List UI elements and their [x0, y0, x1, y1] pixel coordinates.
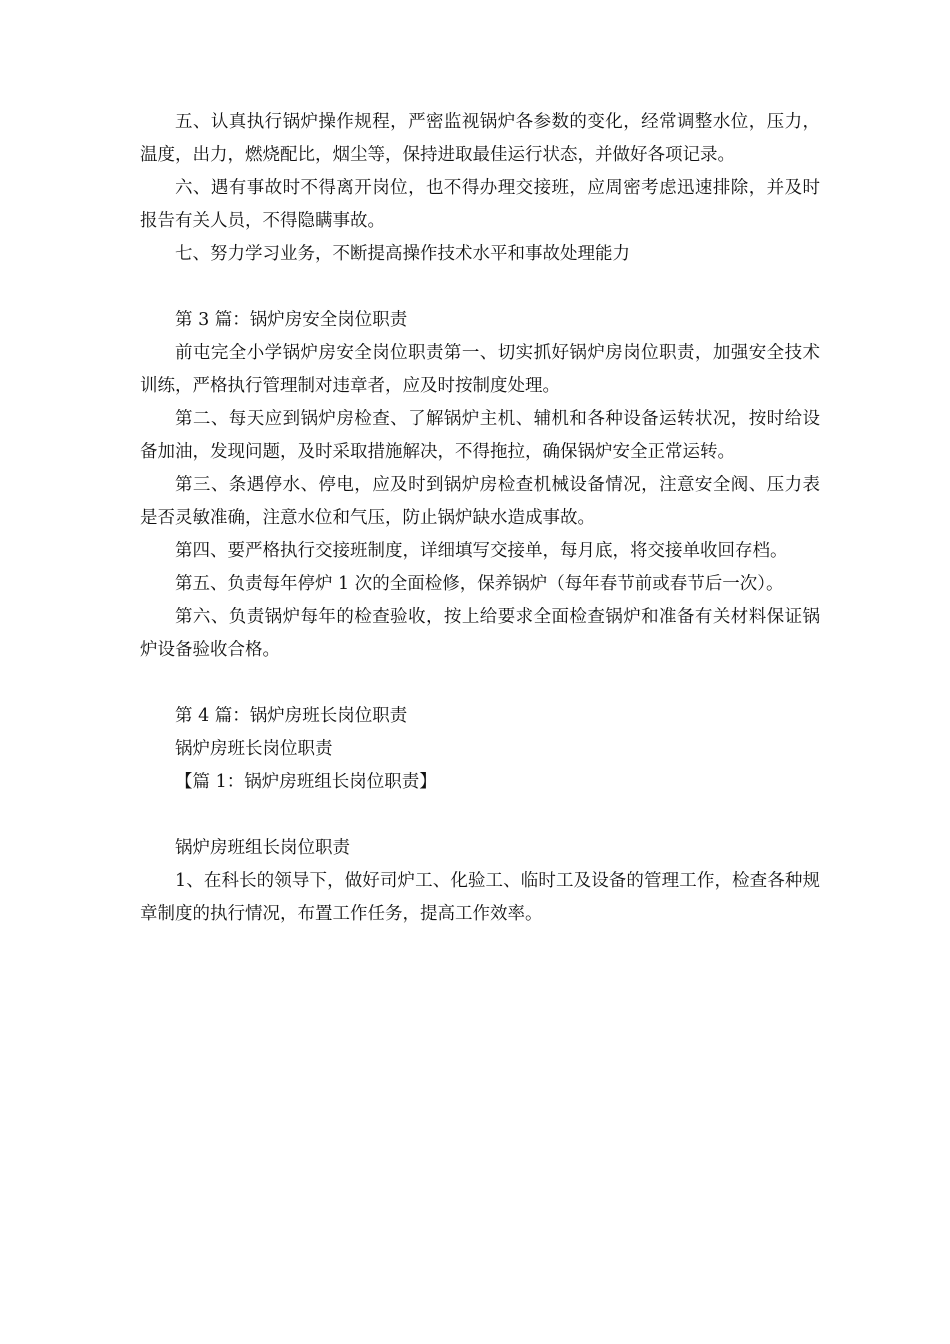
section-3-paragraph-5: 第五、负责每年停炉 1 次的全面检修，保养锅炉（每年春节前或春节后一次）。 — [175, 574, 784, 594]
section-3-paragraph-2: 第二、每天应到锅炉房检查、了解锅炉主机、辅机和各种设备运转状况，按时给设备加油，发现问题，及时采取措施解决，不得拖拉，确保锅炉安全正常运转。 — [140, 409, 820, 462]
section-4-inner-title: 锅炉房班组长岗位职责 — [175, 838, 350, 858]
section-3-heading: 第 3 篇：锅炉房安全岗位职责 — [175, 310, 408, 330]
paragraph-7: 七、努力学习业务，不断提高操作技术水平和事故处理能力 — [175, 244, 630, 264]
paragraph-6: 六、遇有事故时不得离开岗位，也不得办理交接班，应周密考虑迅速排除，并及时报告有关人员，不得隐瞒事故。 — [140, 178, 820, 231]
section-4-subtitle: 锅炉房班长岗位职责 — [175, 739, 333, 759]
spacer — [140, 799, 820, 832]
section-3-paragraph-1: 前屯完全小学锅炉房安全岗位职责第一、切实抓好锅炉房岗位职责，加强安全技术训练，严格执行管理制对违章者，应及时按制度处理。 — [140, 343, 820, 396]
section-3-paragraph-3: 第三、条遇停水、停电，应及时到锅炉房检查机械设备情况，注意安全阀、压力表是否灵敏准确，注意水位和气压，防止锅炉缺水造成事故。 — [140, 475, 820, 528]
paragraph-5: 五、认真执行锅炉操作规程，严密监视锅炉各参数的变化，经常调整水位，压力，温度，出力，燃烧配比，烟尘等，保持进取最佳运行状态，并做好各项记录。 — [140, 112, 820, 165]
section-3-paragraph-4: 第四、要严格执行交接班制度，详细填写交接单，每月底，将交接单收回存档。 — [175, 541, 788, 561]
section-4-paragraph-1: 1、在科长的领导下，做好司炉工、化验工、临时工及设备的管理工作，检查各种规章制度的执行情况，布置工作任务，提高工作效率。 — [140, 871, 820, 924]
section-4-heading: 第 4 篇：锅炉房班长岗位职责 — [175, 706, 408, 726]
section-3-paragraph-6: 第六、负责锅炉每年的检查验收，按上给要求全面检查锅炉和准备有关材料保证锅炉设备验收合格。 — [140, 607, 820, 660]
section-4-bracket-title: 【篇 1：锅炉房班组长岗位职责】 — [175, 772, 437, 792]
spacer — [140, 667, 820, 700]
spacer — [140, 271, 820, 304]
document-page — [140, 106, 820, 931]
